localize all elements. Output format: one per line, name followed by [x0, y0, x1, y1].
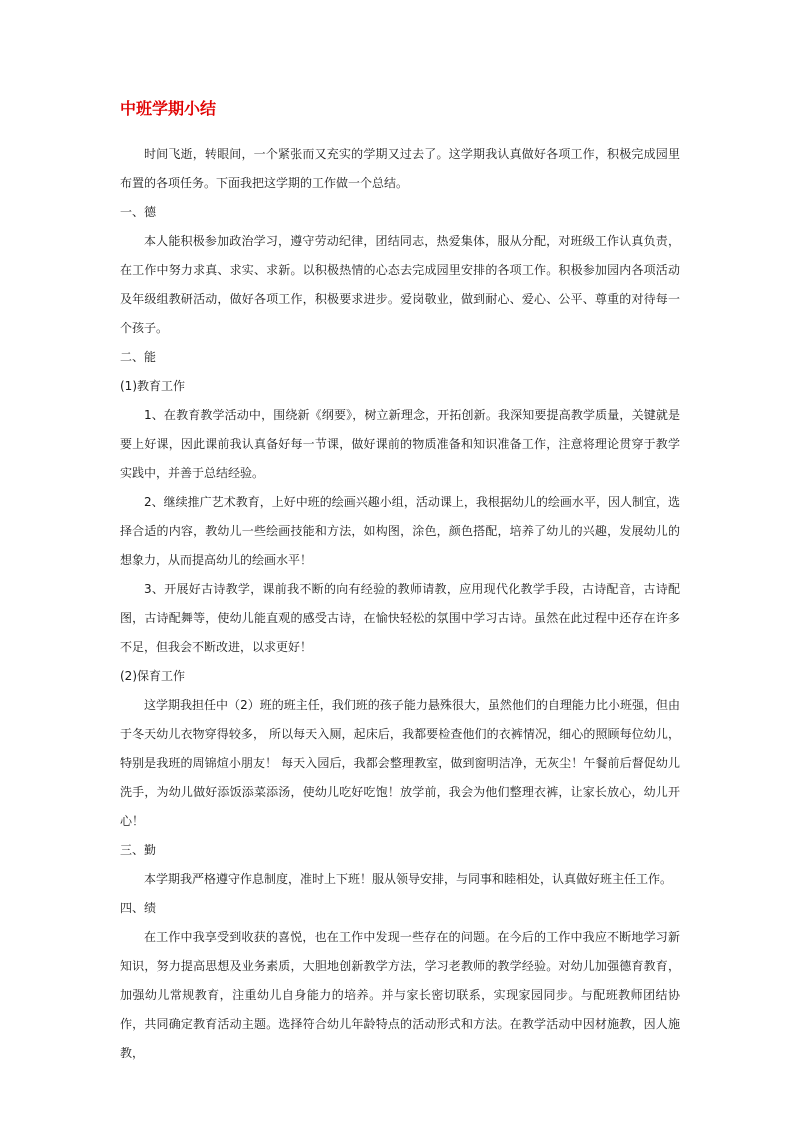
paragraph-education-1: 1、在教育教学活动中，围绕新《纲要》，树立新理念，开拓创新。我深知要提高教学质量，关键就是要上好课，因此课前我认真备好每一节课，做好课前的物质准备和知识准备工作，注意将理论贯穿于教学实践中，并善于总结经验。	[120, 408, 680, 480]
subsection-heading-education: (1)教育工作	[120, 379, 185, 393]
paragraph-intro: 时间飞逝，转眼间，一个紧张而又充实的学期又过去了。这学期我认真做好各项工作，积极完成园里布置的各项任务。下面我把这学期的工作做一个总结。	[120, 147, 680, 190]
subsection-heading-care: (2)保育工作	[120, 669, 185, 683]
paragraph-care: 这学期我担任中（2）班的班主任，我们班的孩子能力悬殊很大，虽然他们的自理能力比小班强，但由于冬天幼儿衣物穿得较多， 所以每天入厕，起床后，我都要检查他们的衣裤情况，细心的照顾每位幼儿，特别是我班的周锦煊小朋友！ 每天入园后，我都会整理教室，做到窗明洁净，无灰尘！午餐前后督促幼儿洗手，为幼儿做好添饭添菜添汤，使幼儿吃好吃饱！放学前，我会为他们整理衣裤，让家长放心，幼儿开心！	[120, 698, 680, 828]
document-body	[120, 140, 680, 1068]
paragraph-diligence: 本学期我严格遵守作息制度，准时上下班！服从领导安排，与同事和睦相处，认真做好班主任工作。	[144, 872, 673, 886]
paragraph-education-2: 2、继续推广艺术教育，上好中班的绘画兴趣小组，活动课上，我根据幼儿的绘画水平，因人制宜，选择合适的内容，教幼儿一些绘画技能和方法，如构图，涂色，颜色搭配，培养了幼儿的兴趣，发展幼儿的想象力，从而提高幼儿的绘画水平！	[120, 495, 680, 567]
section-heading-virtue: 一、德	[120, 205, 157, 219]
section-heading-achievement: 四、绩	[120, 901, 157, 915]
section-heading-ability: 二、能	[120, 350, 157, 364]
paragraph-virtue: 本人能积极参加政治学习，遵守劳动纪律，团结同志，热爱集体，服从分配，对班级工作认真负责，在工作中努力求真、求实、求新。以积极热情的心态去完成园里安排的各项工作。积极参加园内各项活动及年级组教研活动，做好各项工作，积极要求进步。爱岗敬业，做到耐心、爱心、公平、尊重的对待每一个孩子。	[120, 234, 680, 335]
paragraph-achievement: 在工作中我享受到收获的喜悦，也在工作中发现一些存在的问题。在今后的工作中我应不断地学习新知识，努力提高思想及业务素质，大胆地创新教学方法，学习老教师的教学经验。对幼儿加强德育教育，加强幼儿常规教育，注重幼儿自身能力的培养。并与家长密切联系，实现家园同步。与配班教师团结协作，共同确定教育活动主题。选择符合幼儿年龄特点的活动形式和方法。在教学活动中因材施教，因人施教，	[120, 930, 680, 1060]
paragraph-education-3: 3、开展好古诗教学，课前我不断的向有经验的教师请教，应用现代化教学手段，古诗配音，古诗配图，古诗配舞等，使幼儿能直观的感受古诗，在愉快轻松的氛围中学习古诗。虽然在此过程中还存在许多不足，但我会不断改进，以求更好！	[120, 582, 680, 654]
document-title: 中班学期小结	[120, 99, 217, 118]
section-heading-diligence: 三、勤	[120, 843, 157, 857]
